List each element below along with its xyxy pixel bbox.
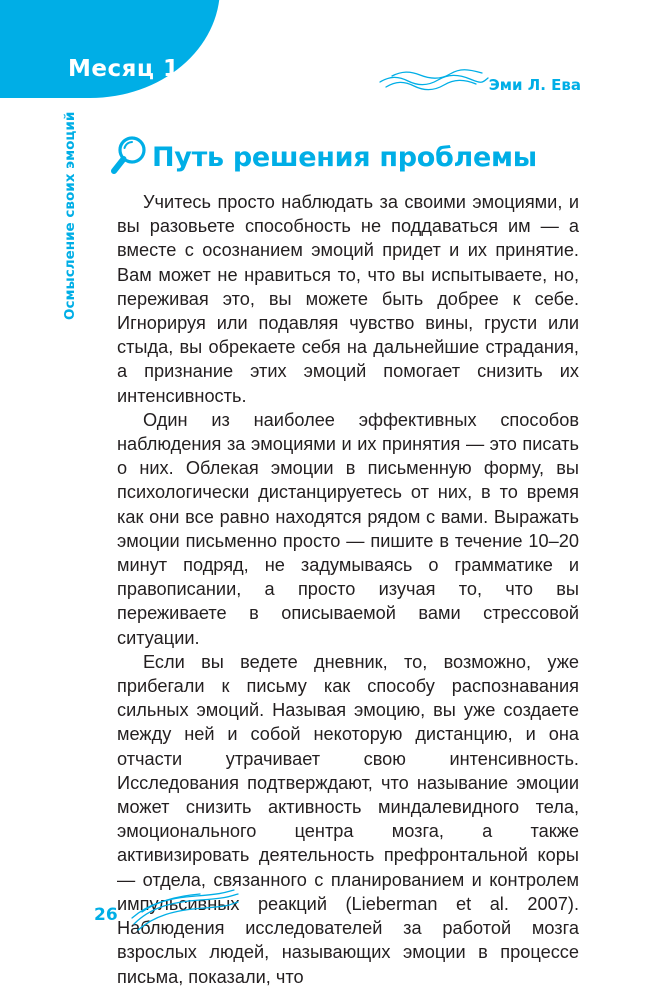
section-title: Путь решения проблемы bbox=[152, 142, 537, 173]
month-label: Месяц 1 bbox=[68, 56, 180, 82]
paragraph: Учитесь просто наблюдать за своими эмоциями, и вы разовьете способность не поддаваться им — а вместе с осознанием эмоций придет и их принятие. Вам может не нравиться то, что вы испытываете, но, переживая это, вы можете быть добрее к себе. Игнорируя или подавляя чувство вины, грусти или стыда, вы обрекаете себя на дальнейшие страдания, а признание этих эмоций помогает снизить их интенсивность. bbox=[117, 192, 579, 406]
author-name: Эми Л. Ева bbox=[488, 76, 581, 94]
wave-decoration-icon bbox=[378, 66, 490, 96]
paragraph: Если вы ведете дневник, то, возможно, уже прибегали к письму как способу распознавания сильных эмоций. Называя эмоцию, вы уже создаете между ней и собой некоторую дистанцию, и она отчасти утрачивает свою интенсивность. Исследования подтверждают, что называние эмоции может снизить активность миндалевидного тела, эмоционального центра мозга, а также активизировать деятельность префронтальной коры — отдела, связанного с планированием и контролем импульсивных реакций (Lieberman et al. 2007). Наблюдения исследователей за работой мозга взрослых людей, называющих эмоции в процессе письма, показали, что bbox=[117, 651, 579, 987]
month-tab-background bbox=[0, 0, 220, 98]
body-text bbox=[117, 190, 579, 989]
wave-decoration-icon bbox=[130, 888, 240, 934]
paragraph: Один из наиболее эффективных способов наблюдения за эмоциями и их принятия — это писать о них. Облекая эмоции в письменную форму, вы психологически дистанцируетесь от них, в то время как они все равно находятся рядом с вами. Выражать эмоции письменно просто — пишите в течение 10–20 минут подряд, не задумываясь о грамматике и правописании, а просто изучая то, что вы переживаете в описываемой вами стрессовой ситуации. bbox=[117, 409, 579, 648]
magnifier-icon bbox=[110, 134, 150, 180]
chapter-title-vertical: Осмысление своих эмоций bbox=[62, 111, 78, 320]
page-number: 26 bbox=[94, 905, 118, 925]
